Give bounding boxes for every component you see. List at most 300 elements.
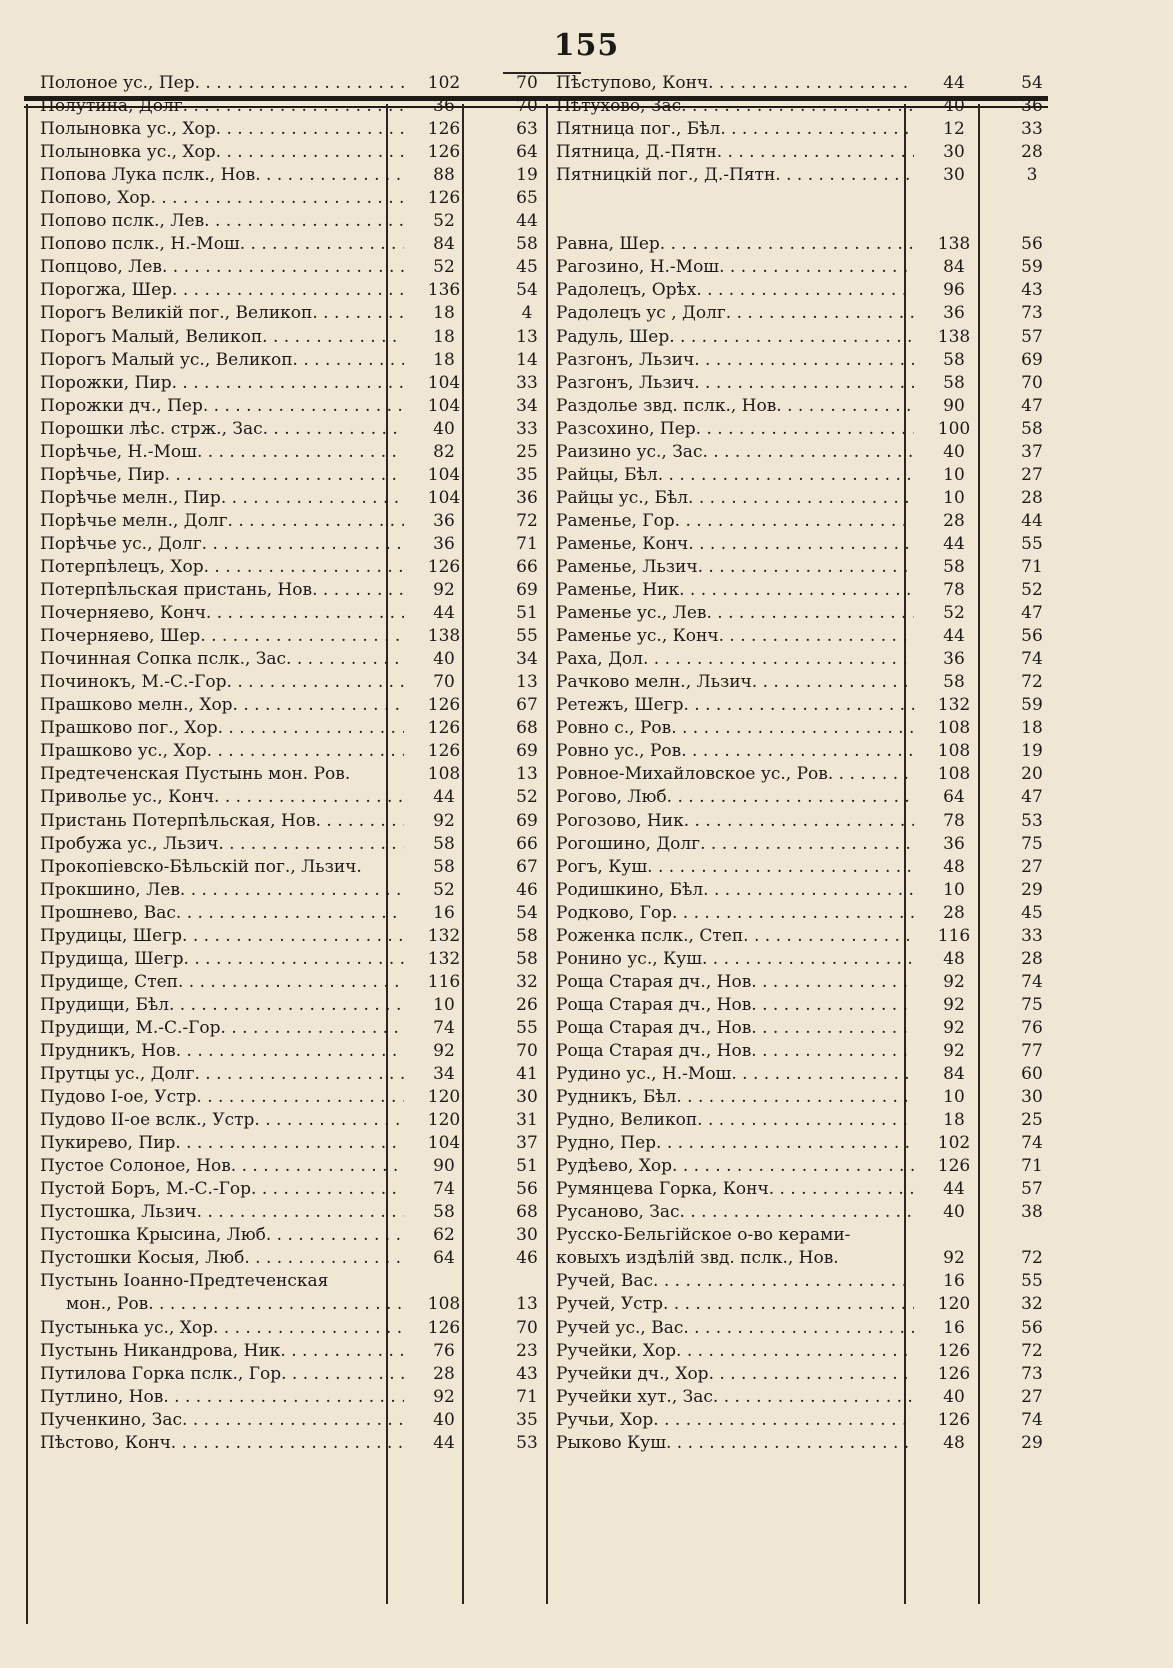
- place-name: Прашково ус., Хор. . . .: [40, 740, 404, 763]
- place-name: Приволье ус., Конч. . . .: [40, 786, 404, 809]
- index-entry: [40, 1155, 570, 1178]
- place-name: Разгонъ, Льзич. . . .: [556, 349, 914, 372]
- place-name: Роща Старая дч., Нов. . . .: [556, 994, 914, 1017]
- place-name: Рудникъ, Бѣл. . . .: [556, 1086, 914, 1109]
- sheet-number: 84: [433, 234, 455, 255]
- index-entry: [556, 256, 1070, 279]
- column-divider: [26, 104, 28, 1624]
- sheet-number: 10: [943, 879, 965, 900]
- index-entry: [556, 1224, 1070, 1247]
- sheet-number: 126: [937, 1340, 971, 1361]
- item-number: 70: [1021, 372, 1043, 393]
- index-entry: [40, 763, 570, 786]
- place-name: Пѣтухово, Зас. . . .: [556, 95, 914, 118]
- place-name: Прудищи, Бѣл. . . .: [40, 994, 404, 1017]
- place-name: Раменье, Ник. . . .: [556, 579, 914, 602]
- item-number: 63: [516, 119, 538, 140]
- index-entry: [40, 510, 570, 533]
- index-entry: [40, 302, 570, 325]
- item-number: 52: [516, 787, 538, 808]
- sheet-number: 108: [427, 764, 461, 785]
- item-number: 67: [516, 695, 538, 716]
- item-number: 14: [516, 349, 538, 370]
- sheet-number: 48: [943, 948, 965, 969]
- place-name: Рагозино, Н.-Мош. . . .: [556, 256, 914, 279]
- index-entry: [556, 1063, 1070, 1086]
- item-number: 66: [516, 556, 538, 577]
- item-number: 28: [1021, 948, 1043, 969]
- item-number: 59: [1021, 257, 1043, 278]
- item-number: 70: [516, 1040, 538, 1061]
- item-number: 53: [1021, 810, 1043, 831]
- sheet-number: 92: [433, 810, 455, 831]
- item-number: 54: [1021, 73, 1043, 93]
- item-number: 54: [516, 280, 538, 301]
- item-number: 69: [1021, 349, 1043, 370]
- item-number: 74: [1021, 1409, 1043, 1430]
- place-name: Прудища, Шегр. . . .: [40, 948, 404, 971]
- item-number: 46: [516, 1248, 538, 1269]
- place-name: Пятница пог., Бѣл. . . .: [556, 118, 914, 141]
- sheet-number: 132: [427, 948, 461, 969]
- index-entry: [40, 694, 570, 717]
- index-entry: [556, 279, 1070, 302]
- sheet-number: 48: [943, 856, 965, 877]
- place-name: Порѣчье мелн., Долг. . . .: [40, 510, 404, 533]
- place-name: Ручейки, Хор. . . .: [556, 1340, 914, 1363]
- sheet-number: 44: [943, 73, 965, 93]
- item-number: 58: [516, 234, 538, 255]
- item-number: 29: [1021, 879, 1043, 900]
- sheet-number: 90: [433, 1156, 455, 1177]
- item-number: 64: [516, 142, 538, 163]
- place-name: Прокшино, Лев. . . .: [40, 879, 404, 902]
- sheet-number: 108: [937, 764, 971, 785]
- sheet-number: 40: [943, 441, 965, 462]
- index-entry: [40, 879, 570, 902]
- index-entry: [556, 302, 1070, 325]
- index-entry: [556, 95, 1070, 118]
- index-entry: [556, 141, 1070, 164]
- place-name: Радуль, Шер. . . .: [556, 326, 914, 349]
- place-name: Пудово ІІ-ое вслк., Устр. . . .: [40, 1109, 404, 1132]
- item-number: 27: [1021, 1386, 1043, 1407]
- sheet-number: 62: [433, 1225, 455, 1246]
- place-name: Рогошино, Долг. . . .: [556, 833, 914, 856]
- item-number: 32: [1021, 1294, 1043, 1315]
- index-entry: [40, 1363, 570, 1386]
- place-name: Ручейки дч., Хор. . . .: [556, 1363, 914, 1386]
- sheet-number: 52: [433, 211, 455, 232]
- place-name: Пукирево, Пир. . . .: [40, 1132, 404, 1155]
- place-name: Рогъ, Куш. . . .: [556, 856, 914, 879]
- sheet-number: 126: [427, 1317, 461, 1338]
- index-entry: [40, 671, 570, 694]
- item-number: 65: [516, 188, 538, 209]
- place-name: Ровно ус., Ров. . . .: [556, 740, 914, 763]
- item-number: 28: [1021, 487, 1043, 508]
- sheet-number: 102: [937, 1133, 971, 1154]
- index-entry: [556, 1155, 1070, 1178]
- item-number: 30: [516, 1087, 538, 1108]
- index-entry: [556, 879, 1070, 902]
- place-name: Попово пслк., Лев. . . .: [40, 210, 404, 233]
- item-number: 34: [516, 649, 538, 670]
- item-number: 74: [1021, 649, 1043, 670]
- place-name: Рудино ус., Н.-Мош. . . .: [556, 1063, 914, 1086]
- index-entry: [40, 464, 570, 487]
- index-entry: [556, 948, 1070, 971]
- index-entry: [40, 1063, 570, 1086]
- item-number: 69: [516, 741, 538, 762]
- place-name: Русско-Бельгійское о-во керами-: [556, 1225, 851, 1246]
- index-entry: [40, 602, 570, 625]
- sheet-number: 12: [943, 119, 965, 140]
- item-number: 33: [1021, 925, 1043, 946]
- sheet-number: 44: [433, 787, 455, 808]
- place-name: Прошнево, Вас. . . .: [40, 902, 404, 925]
- place-name: Раха, Дол. . . .: [556, 648, 914, 671]
- item-number: 26: [516, 994, 538, 1015]
- index-entry: [40, 786, 570, 809]
- index-entry: [40, 579, 570, 602]
- item-number: 20: [1021, 764, 1043, 785]
- item-number: 57: [1021, 1179, 1043, 1200]
- place-name: Порожки дч., Пер. . . .: [40, 395, 404, 418]
- item-number: 35: [516, 1409, 538, 1430]
- sheet-number: 116: [937, 925, 971, 946]
- place-name: Порогъ Великій пог., Великоп. . . .: [40, 302, 404, 325]
- item-number: 28: [1021, 142, 1043, 163]
- index-entry: [40, 233, 570, 256]
- item-number: 55: [1021, 533, 1043, 554]
- place-name: Райцы ус., Бѣл. . . .: [556, 487, 914, 510]
- sheet-number: 40: [943, 1386, 965, 1407]
- sheet-number: 36: [433, 533, 455, 554]
- sheet-number: 18: [433, 303, 455, 324]
- index-entry: [40, 717, 570, 740]
- place-name: Путилова Горка пслк., Гор. . . .: [40, 1363, 404, 1386]
- sheet-number: 58: [943, 556, 965, 577]
- index-entry: [556, 1293, 1070, 1316]
- sheet-number: 104: [427, 464, 461, 485]
- item-number: 43: [1021, 280, 1043, 301]
- sheet-number: 16: [943, 1317, 965, 1338]
- index-entry: [40, 1247, 570, 1270]
- place-name: Пустынька ус., Хор. . . .: [40, 1317, 404, 1340]
- place-name: Раменье ус., Конч. . . .: [556, 625, 914, 648]
- sheet-number: 58: [433, 856, 455, 877]
- sheet-number: 30: [943, 165, 965, 186]
- item-number: 69: [516, 580, 538, 601]
- index-entry: [556, 602, 1070, 625]
- sheet-number: 138: [427, 626, 461, 647]
- place-name: Пробужа ус., Льзич. . . .: [40, 833, 404, 856]
- item-number: 47: [1021, 787, 1043, 808]
- sheet-number: 108: [937, 718, 971, 739]
- item-number: 72: [1021, 672, 1043, 693]
- index-entry: [556, 625, 1070, 648]
- place-name: Пустынь Іоанно-Предтеченская: [40, 1271, 329, 1292]
- place-name: Пученкино, Зас. . . .: [40, 1409, 404, 1432]
- index-entry: [556, 326, 1070, 349]
- place-name: Почерняево, Конч. . . .: [40, 602, 404, 625]
- place-name: Пятница, Д.-Пятн. . . .: [556, 141, 914, 164]
- sheet-number: 126: [427, 188, 461, 209]
- sheet-number: 90: [943, 395, 965, 416]
- index-entry: [556, 902, 1070, 925]
- page-number: 155: [553, 28, 620, 63]
- place-name: Радолецъ, Орѣх. . . .: [556, 279, 914, 302]
- sheet-number: 18: [433, 349, 455, 370]
- sheet-number: 18: [943, 1110, 965, 1131]
- place-name: Попово, Хор. . . .: [40, 187, 404, 210]
- sheet-number: 36: [433, 510, 455, 531]
- item-number: 67: [516, 856, 538, 877]
- index-entry: [556, 1201, 1070, 1224]
- sheet-number: 126: [427, 695, 461, 716]
- index-entry: [40, 1409, 570, 1432]
- sheet-number: 84: [943, 257, 965, 278]
- place-name: Порожки, Пир. . . .: [40, 372, 404, 395]
- place-name: Рыково Куш. . . .: [556, 1432, 914, 1455]
- place-name: Пустошка, Льзич. . . .: [40, 1201, 404, 1224]
- item-number: 33: [516, 418, 538, 439]
- sheet-number: 40: [433, 1409, 455, 1430]
- item-number: 71: [516, 533, 538, 554]
- index-entry: [556, 1178, 1070, 1201]
- place-name: Починная Сопка пслк., Зас. . . .: [40, 648, 404, 671]
- index-entry: [556, 187, 1070, 210]
- index-entry: [40, 902, 570, 925]
- index-entry: [556, 72, 1070, 95]
- place-name: Пятницкій пог., Д.-Пятн. . . .: [556, 164, 914, 187]
- item-number: 37: [516, 1133, 538, 1154]
- index-entry: [556, 1432, 1070, 1455]
- item-number: 73: [1021, 1363, 1043, 1384]
- sheet-number: 78: [943, 580, 965, 601]
- sheet-number: 120: [937, 1294, 971, 1315]
- place-name: ковыхъ издѣлій звд. пслк., Нов.: [556, 1248, 839, 1269]
- place-name: Ровно с., Ров. . . .: [556, 717, 914, 740]
- item-number: 41: [516, 1064, 538, 1085]
- right-column-list: [556, 72, 1070, 1455]
- item-number: 38: [1021, 1202, 1043, 1223]
- item-number: 30: [516, 1225, 538, 1246]
- sheet-number: 136: [427, 280, 461, 301]
- sheet-number: 108: [427, 1294, 461, 1315]
- place-name: Потерпѣльская пристань, Нов. . . .: [40, 579, 404, 602]
- item-number: 45: [516, 257, 538, 278]
- item-number: 58: [516, 948, 538, 969]
- sheet-number: 96: [943, 280, 965, 301]
- item-number: 23: [516, 1340, 538, 1361]
- item-number: 46: [516, 879, 538, 900]
- index-entry: [40, 810, 570, 833]
- item-number: 13: [516, 764, 538, 785]
- index-entry: [556, 1086, 1070, 1109]
- item-number: 73: [1021, 303, 1043, 324]
- item-number: 13: [516, 326, 538, 347]
- item-number: 52: [1021, 580, 1043, 601]
- index-entry: [556, 1340, 1070, 1363]
- place-name: Ручейки хут., Зас. . . .: [556, 1386, 914, 1409]
- item-number: 56: [1021, 626, 1043, 647]
- index-entry: [40, 1040, 570, 1063]
- place-name: Раменье, Льзич. . . .: [556, 556, 914, 579]
- item-number: 29: [1021, 1432, 1043, 1453]
- sheet-number: 126: [937, 1409, 971, 1430]
- sheet-number: 28: [943, 902, 965, 923]
- item-number: 55: [516, 626, 538, 647]
- place-name: Ручей ус., Вас. . . .: [556, 1317, 914, 1340]
- index-entry: [556, 763, 1070, 786]
- sheet-number: 44: [433, 1432, 455, 1453]
- sheet-number: 138: [937, 234, 971, 255]
- sheet-number: 10: [943, 1087, 965, 1108]
- place-name: Полутина, Долг. . . .: [40, 95, 404, 118]
- place-name: Раменье ус., Лев. . . .: [556, 602, 914, 625]
- place-name: Пустое Солоное, Нов. . . .: [40, 1155, 404, 1178]
- index-entry: [40, 1317, 570, 1340]
- place-name: Попово пслк., Н.-Мош. . . .: [40, 233, 404, 256]
- index-entry: [40, 256, 570, 279]
- place-name: Рудѣево, Хор. . . .: [556, 1155, 914, 1178]
- item-number: 56: [1021, 234, 1043, 255]
- item-number: 75: [1021, 833, 1043, 854]
- index-entry: [40, 349, 570, 372]
- sheet-number: 52: [433, 879, 455, 900]
- sheet-number: 52: [433, 257, 455, 278]
- sheet-number: 92: [943, 994, 965, 1015]
- index-entry: [40, 1340, 570, 1363]
- sheet-number: 40: [433, 649, 455, 670]
- place-name: Порошки лѣс. стрж., Зас. . . .: [40, 418, 404, 441]
- index-entry: [40, 279, 570, 302]
- place-name: Ручьи, Хор. . . .: [556, 1409, 914, 1432]
- place-name: Роща Старая дч., Нов. . . .: [556, 971, 914, 994]
- index-entry: [40, 1017, 570, 1040]
- sheet-number: 36: [943, 833, 965, 854]
- place-name: Прашково пог., Хор. . . .: [40, 717, 404, 740]
- sheet-number: 116: [427, 971, 461, 992]
- place-name: Попова Лука пслк., Нов. . . .: [40, 164, 404, 187]
- place-name: Раменье, Конч. . . .: [556, 533, 914, 556]
- sheet-number: 40: [943, 1202, 965, 1223]
- index-entry: [40, 1109, 570, 1132]
- index-entry: [556, 856, 1070, 879]
- place-name: Рудно, Пер. . . .: [556, 1132, 914, 1155]
- index-entry: [40, 925, 570, 948]
- index-entry: [556, 971, 1070, 994]
- sheet-number: 36: [943, 303, 965, 324]
- sheet-number: 10: [943, 464, 965, 485]
- place-name: Пристань Потерпѣльская, Нов. . . .: [40, 810, 404, 833]
- place-name: Попцово, Лев. . . .: [40, 256, 404, 279]
- index-entry: [556, 579, 1070, 602]
- sheet-number: 126: [937, 1363, 971, 1384]
- sheet-number: 58: [943, 672, 965, 693]
- item-number: 13: [516, 672, 538, 693]
- sheet-number: 78: [943, 810, 965, 831]
- item-number: 76: [1021, 1017, 1043, 1038]
- index-entry: [40, 187, 570, 210]
- sheet-number: 92: [943, 1017, 965, 1038]
- place-name: Рачково мелн., Льзич. . . .: [556, 671, 914, 694]
- sheet-number: 16: [433, 902, 455, 923]
- index-entry: [40, 141, 570, 164]
- place-name: Порогжа, Шер. . . .: [40, 279, 404, 302]
- sheet-number: 108: [937, 741, 971, 762]
- item-number: 44: [516, 211, 538, 232]
- index-entry: [40, 994, 570, 1017]
- place-name: Раменье, Гор. . . .: [556, 510, 914, 533]
- place-name: Родково, Гор. . . .: [556, 902, 914, 925]
- place-name: Разгонъ, Льзич. . . .: [556, 372, 914, 395]
- sheet-number: 92: [433, 580, 455, 601]
- sheet-number: 64: [433, 1248, 455, 1269]
- sheet-number: 10: [433, 994, 455, 1015]
- sheet-number: 102: [427, 73, 461, 93]
- index-entry: [40, 395, 570, 418]
- item-number: 71: [1021, 556, 1043, 577]
- sheet-number: 120: [427, 1110, 461, 1131]
- index-entry: [556, 1040, 1070, 1063]
- item-number: 53: [516, 1432, 538, 1453]
- sheet-number: 104: [427, 372, 461, 393]
- index-entry: [40, 1224, 570, 1247]
- index-entry: [40, 856, 570, 879]
- item-number: 33: [1021, 119, 1043, 140]
- item-number: 55: [516, 1017, 538, 1038]
- place-name: Прокопіевско-Бѣльскій пог., Льзич.: [40, 856, 362, 877]
- sheet-number: 126: [937, 1156, 971, 1177]
- index-entry: [556, 441, 1070, 464]
- place-name: Полыновка ус., Хор. . . .: [40, 141, 404, 164]
- index-entry: [556, 671, 1070, 694]
- sheet-number: 84: [943, 1064, 965, 1085]
- item-number: 32: [516, 971, 538, 992]
- index-entry: [40, 833, 570, 856]
- sheet-number: 104: [427, 487, 461, 508]
- item-number: 58: [1021, 418, 1043, 439]
- item-number: 25: [516, 441, 538, 462]
- place-name: Райцы, Бѣл. . . .: [556, 464, 914, 487]
- place-name: Пустынь Никандрова, Ник. . . .: [40, 1340, 404, 1363]
- item-number: 4: [521, 303, 533, 324]
- place-name: Полыновка ус., Хор. . . .: [40, 118, 404, 141]
- sheet-number: 126: [427, 718, 461, 739]
- sheet-number: 36: [433, 96, 455, 117]
- index-entry: [556, 1132, 1070, 1155]
- index-entry: [556, 1409, 1070, 1432]
- item-number: 44: [1021, 510, 1043, 531]
- sheet-number: 44: [943, 1179, 965, 1200]
- place-name: Прудникъ, Нов. . . .: [40, 1040, 404, 1063]
- index-entry: [40, 1270, 570, 1293]
- item-number: 27: [1021, 464, 1043, 485]
- index-entry: [556, 210, 1070, 233]
- index-entry: [556, 349, 1070, 372]
- sheet-number: 44: [943, 626, 965, 647]
- index-entry: [40, 556, 570, 579]
- item-number: 56: [1021, 1317, 1043, 1338]
- sheet-number: 30: [943, 142, 965, 163]
- index-entry: [556, 717, 1070, 740]
- index-entry: [40, 72, 570, 95]
- item-number: 13: [516, 1294, 538, 1315]
- item-number: 45: [1021, 902, 1043, 923]
